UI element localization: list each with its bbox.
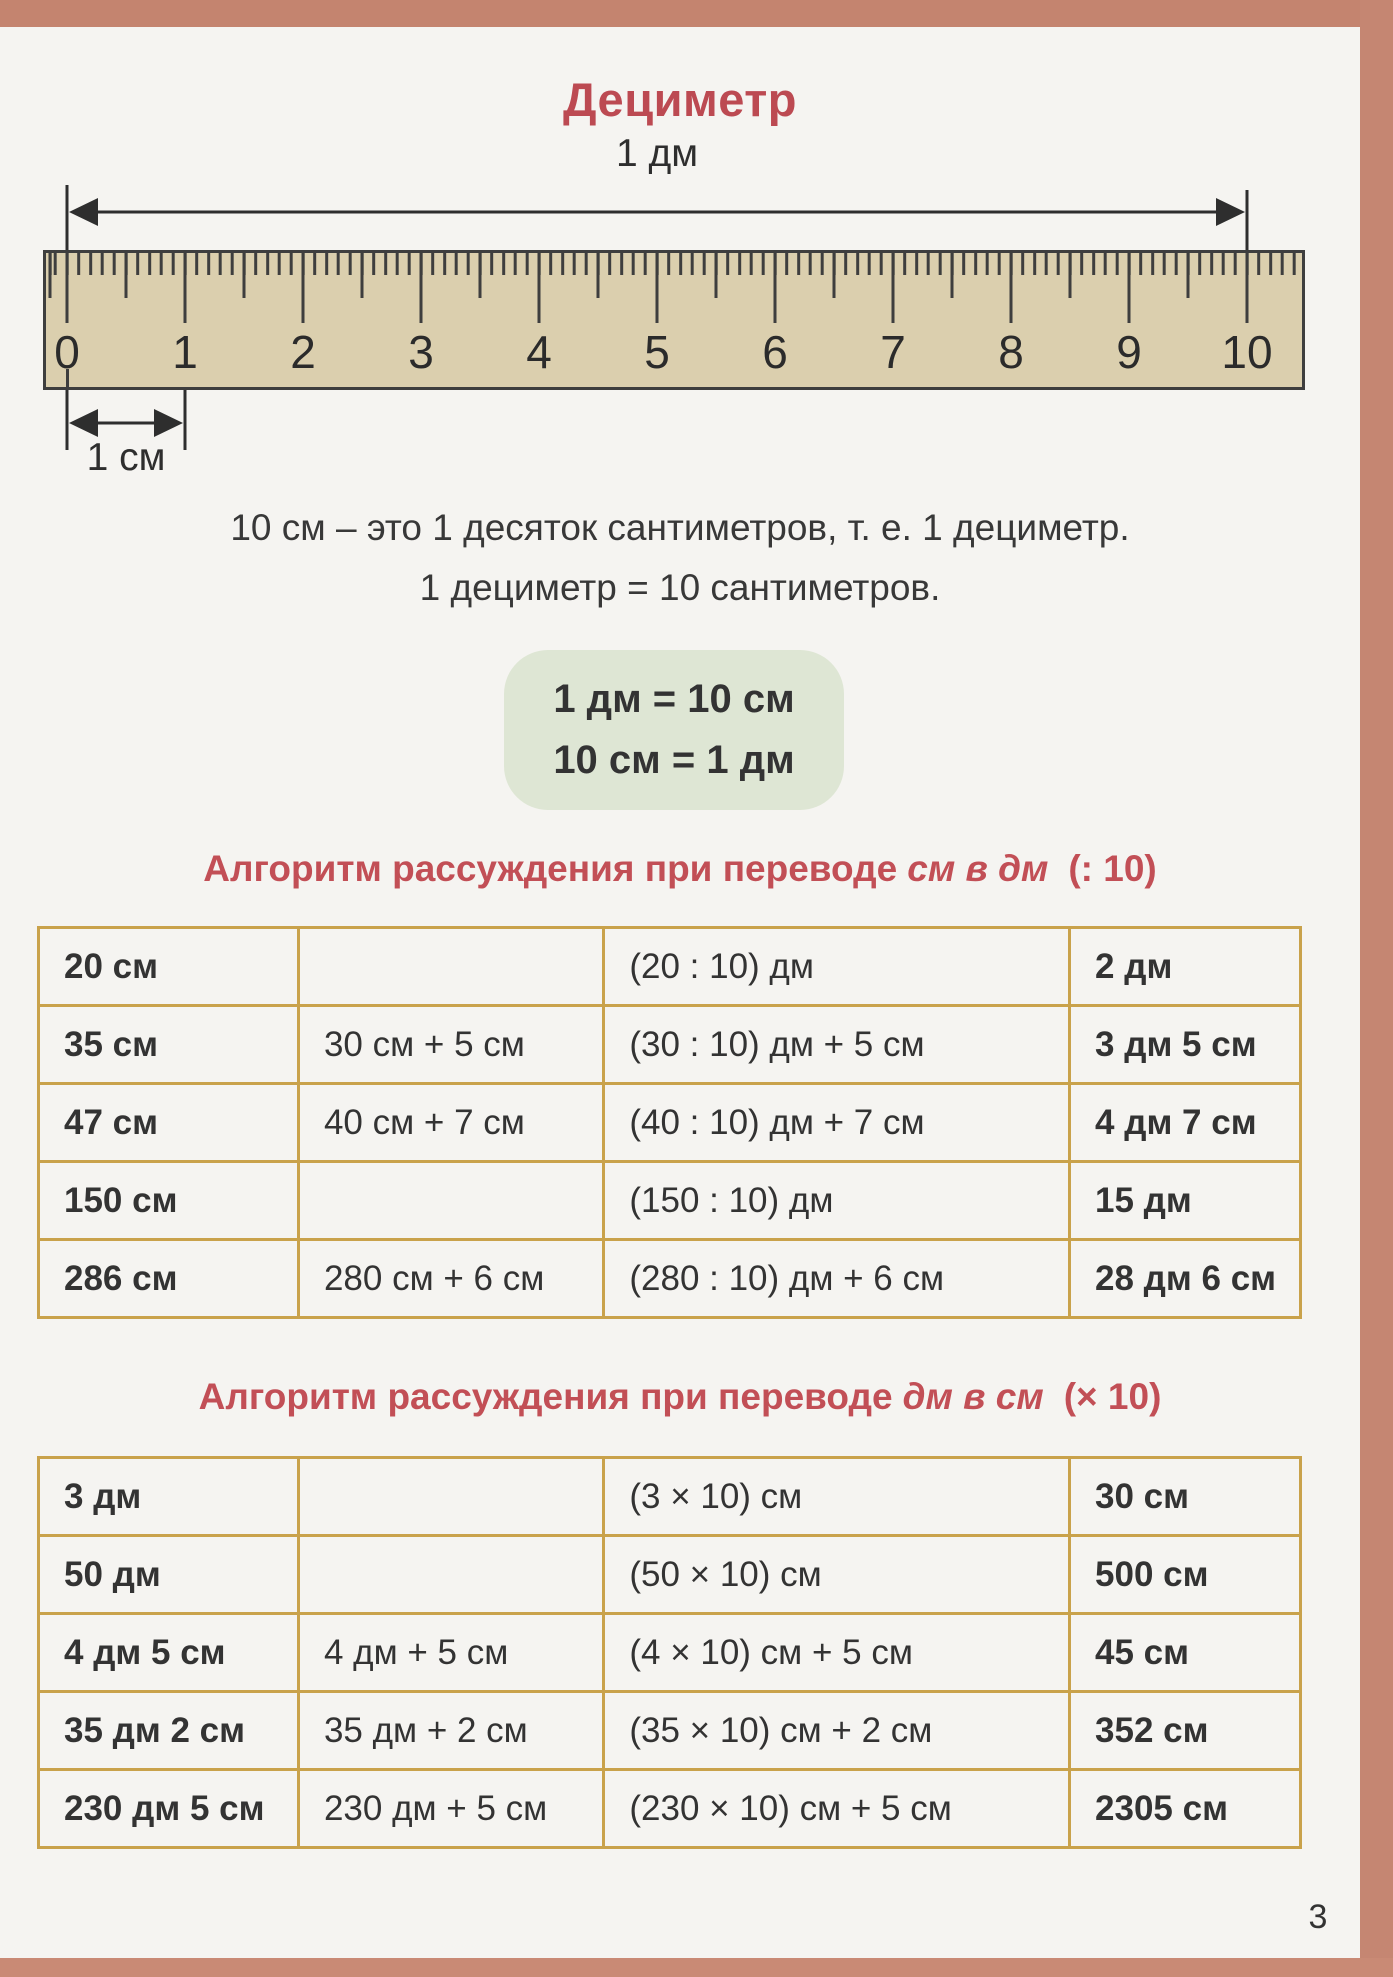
ruler-number: 6 xyxy=(762,326,788,378)
dm-arrow-icon xyxy=(69,198,1245,226)
table-cell xyxy=(298,1162,603,1240)
table-cell: 15 дм xyxy=(1070,1162,1301,1240)
table-cell: 4 дм 7 см xyxy=(1070,1084,1301,1162)
conversion-table-dm-to-cm xyxy=(37,1456,1302,1849)
ruler-number: 8 xyxy=(998,326,1024,378)
table-cell: 150 см xyxy=(39,1162,299,1240)
intro-text xyxy=(0,498,1360,618)
table-cell: 4 дм 5 см xyxy=(39,1614,299,1692)
table-row xyxy=(39,1162,1301,1240)
heading-prefix: Алгоритм рассуждения при переводе xyxy=(198,1376,893,1417)
ruler-number: 2 xyxy=(290,326,316,378)
table-row xyxy=(39,1770,1301,1848)
cm-length-label: 1 см xyxy=(86,436,166,479)
heading-operation: (: 10) xyxy=(1068,848,1157,889)
ruler xyxy=(43,250,1305,390)
table-cell: 230 дм 5 см xyxy=(39,1770,299,1848)
ruler-number: 10 xyxy=(1221,326,1273,378)
table-cell: 230 дм + 5 см xyxy=(298,1770,603,1848)
table-cell: 35 см xyxy=(39,1006,299,1084)
section-heading-dm-to-cm xyxy=(0,1376,1360,1418)
page-frame-top xyxy=(0,0,1393,27)
table-row xyxy=(39,1458,1301,1536)
formula-box xyxy=(504,650,844,810)
table-cell: 45 см xyxy=(1070,1614,1301,1692)
table-cell: 286 см xyxy=(39,1240,299,1318)
intro-line-2: 1 дециметр = 10 сантиметров. xyxy=(419,567,941,608)
table-cell: (230 × 10) см + 5 см xyxy=(604,1770,1070,1848)
table-cell: (20 : 10) дм xyxy=(604,928,1070,1006)
heading-operation: (× 10) xyxy=(1063,1376,1162,1417)
table-row xyxy=(39,928,1301,1006)
table-cell: 40 см + 7 см xyxy=(298,1084,603,1162)
ruler-cm-ticks xyxy=(46,253,1302,323)
table-cell: 352 см xyxy=(1070,1692,1301,1770)
table-cell: (280 : 10) дм + 6 см xyxy=(604,1240,1070,1318)
heading-units: см в дм xyxy=(907,848,1049,889)
page-number: 3 xyxy=(1308,1898,1328,1936)
ruler-number: 1 xyxy=(172,326,198,378)
table-cell: (150 : 10) дм xyxy=(604,1162,1070,1240)
table-cell: 35 дм 2 см xyxy=(39,1692,299,1770)
cm-arrow-icon xyxy=(69,409,183,437)
table-cell: 3 дм xyxy=(39,1458,299,1536)
table-cell: 2 дм xyxy=(1070,928,1301,1006)
table-cell: 35 дм + 2 см xyxy=(298,1692,603,1770)
ruler-number: 4 xyxy=(526,326,552,378)
ruler-illustration xyxy=(0,130,1393,510)
table-cell: 28 дм 6 см xyxy=(1070,1240,1301,1318)
section-heading-cm-to-dm xyxy=(0,848,1360,890)
table-row xyxy=(39,1240,1301,1318)
formula-line-1: 1 дм = 10 см xyxy=(553,677,795,721)
table-cell xyxy=(298,1536,603,1614)
table-row xyxy=(39,1614,1301,1692)
intro-line-1: 10 см – это 1 десяток сантиметров, т. е. 1 дециметр. xyxy=(230,507,1130,548)
ruler-number: 5 xyxy=(644,326,670,378)
ruler-number: 3 xyxy=(408,326,434,378)
table-cell: 50 дм xyxy=(39,1536,299,1614)
table-cell: 30 см + 5 см xyxy=(298,1006,603,1084)
table-cell: 3 дм 5 см xyxy=(1070,1006,1301,1084)
table-row xyxy=(39,1006,1301,1084)
page-frame-bottom xyxy=(0,1958,1393,1977)
table-cell: (40 : 10) дм + 7 см xyxy=(604,1084,1070,1162)
table-cell: 47 см xyxy=(39,1084,299,1162)
table-cell: (35 × 10) см + 2 см xyxy=(604,1692,1070,1770)
heading-prefix: Алгоритм рассуждения при переводе xyxy=(203,848,898,889)
ruler-number: 0 xyxy=(54,326,80,378)
table-cell xyxy=(298,928,603,1006)
table-cell: 2305 см xyxy=(1070,1770,1301,1848)
table-cell: 30 см xyxy=(1070,1458,1301,1536)
conversion-table-cm-to-dm xyxy=(37,926,1302,1319)
table-row xyxy=(39,1692,1301,1770)
table-cell: (30 : 10) дм + 5 см xyxy=(604,1006,1070,1084)
table-cell: (3 × 10) см xyxy=(604,1458,1070,1536)
formula-line-2: 10 см = 1 дм xyxy=(553,738,795,782)
ruler-number: 7 xyxy=(880,326,906,378)
table-row xyxy=(39,1084,1301,1162)
table-cell: 500 см xyxy=(1070,1536,1301,1614)
table-cell: 20 см xyxy=(39,928,299,1006)
heading-units: дм в см xyxy=(902,1376,1044,1417)
table-row xyxy=(39,1536,1301,1614)
ruler-number: 9 xyxy=(1116,326,1142,378)
table-cell: (50 × 10) см xyxy=(604,1536,1070,1614)
table-cell: 4 дм + 5 см xyxy=(298,1614,603,1692)
page-title: Дециметр xyxy=(563,73,797,126)
dm-length-label: 1 дм xyxy=(615,132,699,175)
table-cell: (4 × 10) см + 5 см xyxy=(604,1614,1070,1692)
table-cell xyxy=(298,1458,603,1536)
table-cell: 280 см + 6 см xyxy=(298,1240,603,1318)
